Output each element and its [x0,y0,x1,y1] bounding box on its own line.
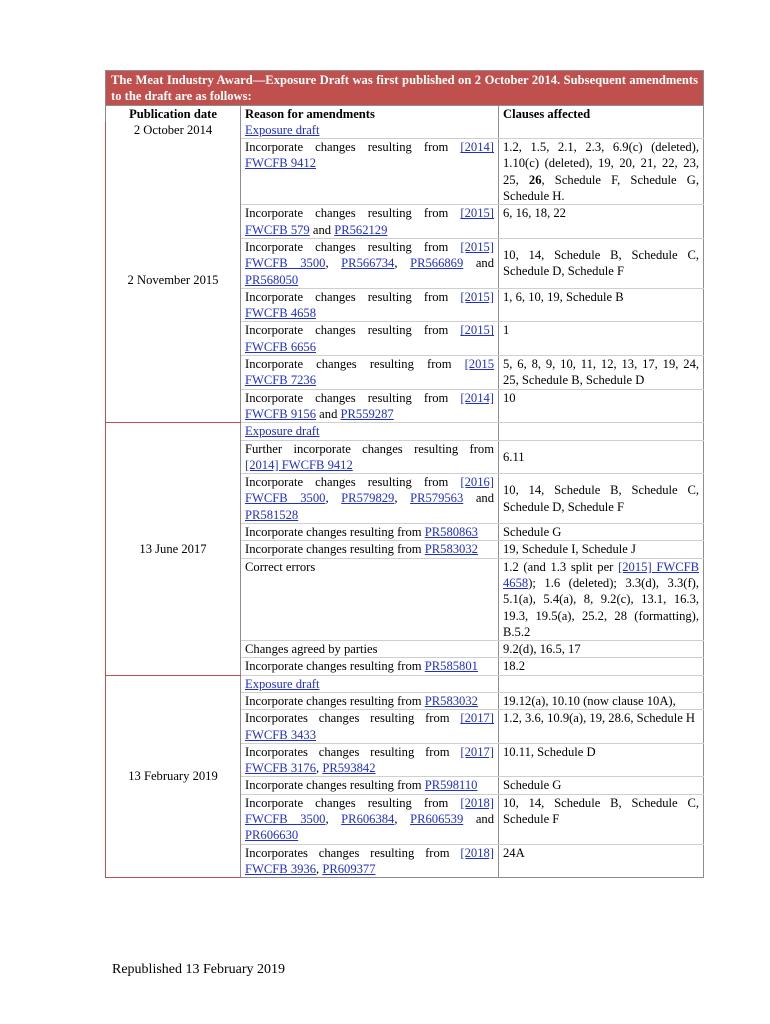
cell-text: Incorporate changes resulting from [245,475,461,490]
amendment-reason [241,558,499,640]
citation-link[interactable]: PR562129 [334,222,388,237]
citation-link[interactable]: PR579829 [341,491,395,506]
citation-link[interactable]: PR593842 [322,761,376,776]
cell-text: , [325,812,342,827]
clauses-affected [499,641,704,658]
cell-text: Incorporate changes resulting from [245,289,461,304]
citation-link[interactable]: [2016] FWCFB 3500 [245,475,494,506]
amendment-reason [241,777,499,794]
cell-text: 18.2 [503,659,526,674]
cell-text: 24A [503,845,525,860]
clauses-affected [499,238,704,288]
cell-text: 1.2, 1.5, 2.1, 2.3, 6.9(c) (deleted), 1.10(c) (deleted), 19, 20, 21, 22, 23, 25, [503,140,700,187]
citation-link[interactable]: PR580863 [424,525,478,540]
citation-link[interactable]: [2014] FWCFB 9412 [245,140,494,171]
citation-link[interactable]: [2018] FWCFB 3936 [245,845,494,876]
citation-link[interactable]: [2017] FWCFB 3176 [245,744,494,776]
cell-text: Schedule G [503,525,562,540]
clauses-affected [499,205,704,239]
cell-text: , [394,812,411,827]
amendment-reason [241,122,499,139]
clauses-affected [499,139,704,205]
cell-text: Schedule G [503,778,562,793]
clauses-affected [499,541,704,558]
amendment-reason [241,743,499,777]
footer-republished: Republished 13 February 2019 [112,962,286,977]
amendment-reason [241,474,499,524]
cell-text: , [325,256,342,271]
citation-link[interactable]: Exposure draft [245,676,320,691]
citation-link[interactable]: [2015] FWCFB 579 [245,206,494,237]
citation-link[interactable]: Exposure draft [245,122,320,137]
citation-link[interactable]: PR579563 [410,491,464,506]
amendment-reason [241,440,499,474]
amendments-table [105,70,704,878]
amendment-reason [241,844,499,878]
clauses-affected [499,322,704,356]
cell-text: 1.2 (and 1.3 split per [503,559,619,574]
cell-text: 19, Schedule I, Schedule J [503,542,636,557]
cell-text: Changes agreed by parties [245,642,378,657]
clauses-affected [499,440,704,474]
clauses-affected [499,288,704,322]
citation-link[interactable]: PR606539 [410,812,464,827]
citation-link[interactable]: PR598110 [424,778,478,793]
clauses-affected [499,356,704,390]
cell-text: Incorporate changes resulting from [245,659,425,674]
citation-link[interactable]: [2017] FWCFB 3433 [245,711,494,742]
citation-link[interactable]: PR559287 [340,406,394,421]
cell-text: Incorporate changes resulting from [245,206,461,221]
cell-text: 10, 14, Schedule B, Schedule C, Schedule D, Schedule F [503,248,700,279]
citation-link[interactable]: [2014] FWCFB 9156 [245,390,494,421]
citation-link[interactable]: PR566869 [410,256,464,271]
cell-text: Incorporate changes resulting from [245,693,425,708]
cell-text: 10 [503,390,516,405]
cell-text: , [394,256,411,271]
clauses-affected [499,743,704,777]
publication-date: 2 October 2014 [106,122,241,139]
amendment-reason [241,524,499,541]
cell-text: 6, 16, 18, 22 [503,206,566,221]
citation-link[interactable]: PR606630 [245,828,299,843]
cell-text: Further incorporate changes resulting from [245,441,494,456]
cell-text: 6.11 [503,449,525,464]
cell-text: Incorporate changes resulting from [245,239,461,254]
citation-link[interactable]: [2015] FWCFB 3500 [245,239,494,271]
amendment-reason [241,238,499,288]
amendment-history [105,70,703,878]
cell-text: 10, 14, Schedule B, Schedule C, Schedule D, Schedule F [503,483,700,514]
col-clauses: Clauses affected [499,105,704,122]
table-row [106,675,704,692]
cell-text: , [316,761,323,776]
amendment-reason [241,139,499,205]
amendment-reason [241,288,499,322]
cell-text: Incorporates changes resulting from [245,845,461,860]
citation-link[interactable]: PR566734 [341,256,395,271]
clauses-affected [499,794,704,844]
amendment-reason [241,675,499,692]
cell-text: Incorporate changes resulting from [245,390,461,405]
cell-text: 1, 6, 10, 19, Schedule B [503,289,624,304]
col-reason: Reason for amendments [241,105,499,122]
amendment-reason [241,205,499,239]
amendment-reason [241,423,499,440]
publication-date: 13 June 2017 [106,423,241,675]
table-row [106,122,704,139]
amendment-reason [241,356,499,390]
cell-text: 9.2(d), 16.5, 17 [503,642,581,657]
cell-text: and [309,222,335,237]
citation-link[interactable]: [2018] FWCFB 3500 [245,795,494,827]
amendment-reason [241,658,499,675]
citation-link[interactable]: [2014] FWCFB 9412 [245,457,353,472]
cell-text: Correct errors [245,559,316,574]
amendment-reason [241,692,499,709]
citation-link[interactable]: PR583032 [424,542,478,557]
clauses-affected [499,558,704,640]
citation-link[interactable]: PR568050 [245,272,299,287]
cell-text: 10.11, Schedule D [503,744,596,759]
clauses-affected [499,423,704,440]
cell-text: and [316,406,341,421]
cell-text: , [316,861,323,876]
amendment-reason [241,710,499,744]
cell-text: , Schedule F, Schedule G, Schedule H. [503,172,700,204]
cell-text: Incorporate changes resulting from [245,525,425,540]
cell-text: Incorporate changes resulting from [245,357,465,372]
clauses-affected [499,122,704,139]
clauses-affected [499,474,704,524]
cell-text: Incorporate changes resulting from [245,140,461,155]
amendment-reason [241,541,499,558]
amendment-reason [241,389,499,423]
citation-link[interactable]: PR606384 [341,812,395,827]
clauses-affected [499,658,704,675]
clauses-affected [499,844,704,878]
citation-link[interactable]: PR581528 [245,507,299,522]
citation-link[interactable]: [2015] FWCFB 4658 [503,559,700,590]
cell-text: , [394,491,411,506]
clauses-affected [499,524,704,541]
clauses-affected [499,710,704,744]
cell-text: 1.2, 3.6, 10.9(a), 19, 28.6, Schedule H [503,711,696,726]
cell-text: Incorporate changes resulting from [245,778,425,793]
amendment-reason [241,794,499,844]
cell-text: 19.12(a), 10.10 (now clause 10A), [503,693,676,708]
cell-text: Incorporates changes resulting from [245,711,461,726]
clauses-affected [499,777,704,794]
cell-text: Incorporate changes resulting from [245,323,461,338]
col-publication-date: Publication date [106,105,241,122]
clauses-affected [499,675,704,692]
cell-text: and [463,812,495,827]
clauses-affected [499,692,704,709]
cell-text: 10, 14, Schedule B, Schedule C, Schedule F [503,795,700,827]
clauses-affected [499,389,704,423]
cell-text: ); 1.6 (deleted); 3.3(d), 3.3(f), 5.1(a), 5.4(a), 8, 9.2(c), 13.1, 16.3, 19.3, 19.5(a), 25.2, 28 (formatting), B.5.2 [503,575,700,639]
bold-clause: 26 [528,172,542,187]
citation-link[interactable]: PR583032 [424,693,478,708]
column-headers [106,105,704,122]
cell-text: 1 [503,323,510,338]
amendment-reason [241,641,499,658]
citation-link[interactable]: Exposure draft [245,424,320,439]
citation-link[interactable]: PR609377 [322,861,376,876]
cell-text: , [325,491,342,506]
citation-link[interactable]: [2015 FWCFB 7236 [245,357,494,388]
table-row [106,423,704,440]
cell-text: Incorporate changes resulting from [245,795,461,810]
table-title: The Meat Industry Award—Exposure Draft was first published on 2 October 2014. Subsequent amendments to the draft are as follows: [106,71,704,106]
cell-text: Incorporate changes resulting from [245,542,425,557]
citation-link[interactable]: [2015] FWCFB 4658 [245,289,494,321]
cell-text: Incorporates changes resulting from [245,744,461,759]
table-body [106,122,704,878]
cell-text: 5, 6, 8, 9, 10, 11, 12, 13, 17, 19, 24, 25, Schedule B, Schedule D [503,357,700,388]
publication-date: 13 February 2019 [106,675,241,878]
table-row [106,139,704,205]
cell-text: and [463,256,495,271]
publication-date: 2 November 2015 [106,139,241,423]
citation-link[interactable]: PR585801 [424,659,478,674]
cell-text: and [463,491,495,506]
citation-link[interactable]: [2015] FWCFB 6656 [245,323,494,354]
amendment-reason [241,322,499,356]
